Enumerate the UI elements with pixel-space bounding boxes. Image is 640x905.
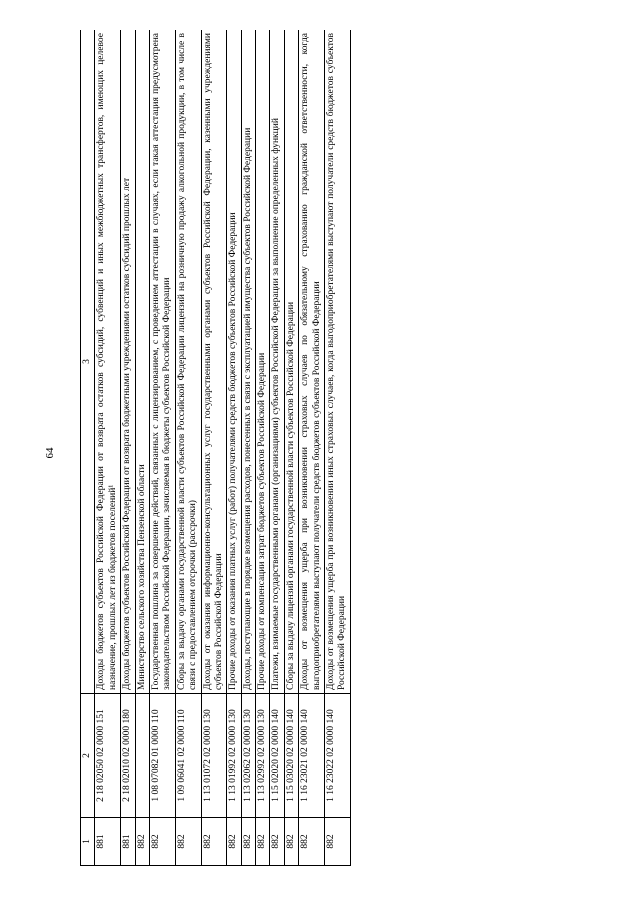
admin-code-cell: 881 xyxy=(95,818,121,866)
revenue-code-cell: 1 16 23021 02 0000 140 xyxy=(299,694,325,818)
table-row xyxy=(256,30,270,866)
revenue-description-cell: Платежи, взимаемые государственными органами (организациями) субъектов Российской Федерации за выполнение определенных функций xyxy=(270,30,284,694)
table-row xyxy=(149,30,175,866)
revenue-description-cell: Доходы бюджетов субъектов Российской Федерации от возврата остатков субсидий, субвенций и иных межбюджетных трансфертов, имеющих целевое назначение, прошлых лет из бюджетов поселений¹ xyxy=(95,30,121,694)
revenue-description-cell: Прочие доходы от оказания платных услуг (работ) получателями средств бюджетов субъектов Российской Федерации xyxy=(227,30,241,694)
revenue-code-cell: 1 13 02062 02 0000 130 xyxy=(241,694,255,818)
table-row xyxy=(325,30,351,866)
table-row xyxy=(227,30,241,866)
revenue-code-cell: 1 16 23022 02 0000 140 xyxy=(325,694,351,818)
revenue-code-cell: 1 15 02020 02 0000 140 xyxy=(270,694,284,818)
revenue-codes-table xyxy=(80,30,351,866)
revenue-description-cell: Министерство сельского хозяйства Пензенской области xyxy=(135,30,149,694)
revenue-code-cell: 1 09 06041 02 0000 110 xyxy=(175,694,201,818)
admin-code-cell: 882 xyxy=(270,818,284,866)
table-row xyxy=(121,30,135,866)
revenue-code-cell: 1 13 01072 02 0000 130 xyxy=(201,694,227,818)
revenue-code-cell: 1 08 07082 01 0000 110 xyxy=(149,694,175,818)
admin-code-cell: 882 xyxy=(135,818,149,866)
table-row xyxy=(270,30,284,866)
admin-code-cell: 882 xyxy=(227,818,241,866)
admin-code-cell: 882 xyxy=(241,818,255,866)
admin-code-cell: 882 xyxy=(284,818,298,866)
table-row xyxy=(95,30,121,866)
admin-code-cell: 882 xyxy=(256,818,270,866)
revenue-code-cell: 1 13 02992 02 0000 130 xyxy=(256,694,270,818)
revenue-code-cell: 1 13 01992 02 0000 130 xyxy=(227,694,241,818)
admin-code-cell: 882 xyxy=(325,818,351,866)
revenue-code-cell: 2 18 02050 02 0000 151 xyxy=(95,694,121,818)
table-header-row xyxy=(81,30,95,866)
revenue-description-cell: Сборы за выдачу лицензий органами государственной власти субъектов Российской Федерации xyxy=(284,30,298,694)
column-header-3: 3 xyxy=(81,30,95,694)
revenue-description-cell: Доходы от оказания информационно-консультационных услуг государственными органами субъектов Российской Федерации, казенными учреждениями субъектов Российской Федерации xyxy=(201,30,227,694)
revenue-code-cell: 2 18 02010 02 0000 180 xyxy=(121,694,135,818)
revenue-description-cell: Доходы от возмещения ущерба при возникновении иных страховых случаев, когда выгодоприобретателями выступают получатели средств бюджетов субъектов Российской Федерации xyxy=(325,30,351,694)
revenue-code-cell: 1 15 03020 02 0000 140 xyxy=(284,694,298,818)
revenue-description-cell: Прочие доходы от компенсации затрат бюджетов субъектов Российской Федерации xyxy=(256,30,270,694)
column-header-2: 2 xyxy=(81,694,95,818)
table-row xyxy=(201,30,227,866)
table-row xyxy=(175,30,201,866)
revenue-description-cell: Доходы, поступающие в порядке возмещения расходов, понесенных в связи с эксплуатацией имущества субъектов Российской Федерации xyxy=(241,30,255,694)
column-header-1: 1 xyxy=(81,818,95,866)
revenue-description-cell: Доходы бюджетов субъектов Российской Федерации от возврата бюджетными учреждениями остатков субсидий прошлых лет xyxy=(121,30,135,694)
table-row xyxy=(241,30,255,866)
admin-code-cell: 882 xyxy=(149,818,175,866)
revenue-code-cell xyxy=(135,694,149,818)
admin-code-cell: 882 xyxy=(175,818,201,866)
admin-code-cell: 881 xyxy=(121,818,135,866)
admin-code-cell: 882 xyxy=(201,818,227,866)
revenue-description-cell: Сборы за выдачу органами государственной власти субъектов Российской Федерации лицензий на розничную продажу алкогольной продукции, в том числе в связи с предоставлением отсрочки (рассрочки) xyxy=(175,30,201,694)
admin-code-cell: 882 xyxy=(299,818,325,866)
page-number: 64 xyxy=(44,447,56,459)
table-container xyxy=(80,30,604,866)
revenue-description-cell: Доходы от возмещения ущерба при возникновении страховых случаев по обязательному страхованию гражданской ответственности, когда выгодоприобретателями выступают получатели средств бюджетов субъектов Российской Федерации xyxy=(299,30,325,694)
table-row xyxy=(284,30,298,866)
rotated-table-frame xyxy=(80,30,604,866)
revenue-description-cell: Государственная пошлина за совершение действий, связанных с лицензированием, с проведением аттестации в случаях, если такая аттестация предусмотрена законодательством Российской Федерации, зачисляемая в бюджеты субъектов Российской Федерации xyxy=(149,30,175,694)
table-row xyxy=(299,30,325,866)
table-row xyxy=(135,30,149,866)
